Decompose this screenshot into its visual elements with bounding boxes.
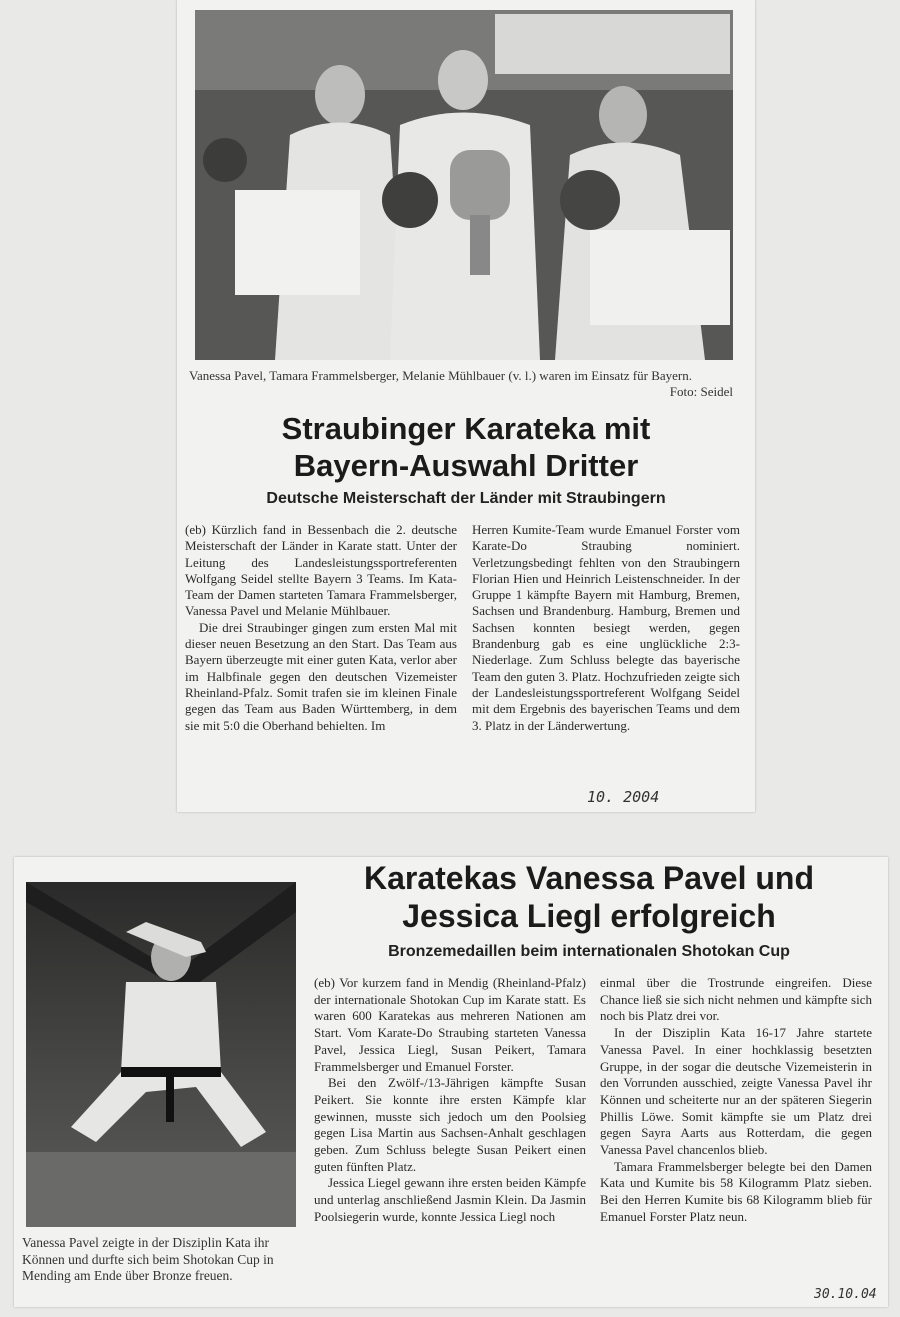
paragraph: Jessica Liegel gewann ihre ersten beiden Kämpfe und unterlag anschließend Jasmin Klein. Da Jasmin Poolsiegerin wurde, konnte Jessica Liegl noch (314, 1175, 586, 1224)
paragraph: (eb) Vor kurzem fand in Mendig (Rheinland-Pfalz) der internationale Shotokan Cup im Karate statt. Es waren 600 Karatekas aus mehreren Nationen am Start. Vom Karate-Do Straubing starteten Vanessa Pavel, Jessica Liegl, Susan Peikert, Tamara Frammelsberger und Emanuel Forster. (314, 975, 586, 1074)
photo-caption: Vanessa Pavel zeigte in der Disziplin Kata ihr Können und durfte sich beim Shotokan Cup in Mending am Ende über Bronze freuen. (22, 1235, 274, 1283)
paragraph: (eb) Kürzlich fand in Bessenbach die 2. deutsche Meisterschaft der Länder in Karate statt. Unter der Leitung des Landesleistungssportreferenten Wolfgang Seidel stellte Bayern 3 Teams. Im Kata-Team der Damen starteten Tamara Frammelsberger, Vanessa Pavel und Melanie Mühlbauer. (185, 522, 457, 619)
headline-line-1: Straubinger Karateka mit (281, 411, 651, 446)
paragraph: In der Disziplin Kata 16-17 Jahre startete Vanessa Pavel. In einer hochklassig besetzten Gruppe, in der sogar die deutsche Vizemeisterin in den Vorrunden ausschied, zeigte Vanessa Pavel ihr Können und scheiterte nur an der späteren Siegerin Phillis Löwe. Somit kämpfte sie um Platz drei gegen Sayra Aarts aus Rotterdam, die gegen Vanessa Pavel chancenlos blieb. (600, 1025, 872, 1158)
article-headline (177, 410, 755, 484)
paragraph: Tamara Frammelsberger belegte bei den Damen Kata und Kumite bis 58 Kilogramm Platz sieben. Bei den Herren Kumite bis 68 Kilogramm blieb für Emanuel Forster Platz neun. (600, 1158, 872, 1224)
headline-line-2: Jessica Liegl erfolgreich (402, 898, 776, 934)
headline-line-2: Bayern-Auswahl Dritter (293, 448, 639, 483)
article-column-2 (600, 975, 872, 1226)
article-headline (304, 859, 874, 935)
article-column-1 (185, 522, 457, 734)
paragraph: Die drei Straubinger gingen zum ersten Mal mit dieser neuen Besetzung an den Start. Das Team aus Bayern überzeugte mit einer guten Kata, verlor aber im Halbfinale gegen den deutschen Vizemeister Rheinland-Pfalz. Somit trafen sie im kleinen Finale gegen das Team aus Baden Württemberg, in dem sie mit 5:0 die Oberhand behielten. Im (185, 619, 457, 733)
team-photo-illustration (195, 10, 733, 360)
paragraph: Bei den Zwölf-/13-Jährigen kämpfte Susan Peikert. Sie konnte ihre ersten Kämpfe klar gewinnen, musste sich jedoch um den Poolsieg gegen Lisa Martin aus Sachsen-Anhalt geschlagen geben. Zum Schluss belegte Susan Peikert einen guten fünften Platz. (314, 1075, 586, 1174)
photo-caption: Vanessa Pavel, Tamara Frammelsberger, Melanie Mühlbauer (v. l.) waren im Einsatz für Bayern. (189, 368, 692, 383)
newspaper-clipping-1 (177, 0, 755, 812)
kata-photo-illustration (26, 882, 296, 1227)
paragraph: Herren Kumite-Team wurde Emanuel Forster vom Karate-Do Straubing nominiert. Verletzungsbedingt fehlten von den Straubingern Florian Hien und Heinrich Leistenschneider. In der Gruppe 1 kämpfte Bayern mit Hamburg, Bremen, Sachsen und Brandenburg. Hamburg, Bremen und Sachsen konnten besiegt werden, gegen Brandenburg gab es eine unglückliche 2:3-Niederlage. Zum Schluss belegte das bayerische Team den guten 3. Platz. Hochzufrieden zeigte sich der Landesleistungssportreferent Wolfgang Seidel mit dem Ergebnis des bayerischen Teams und dem 3. Platz in der Länderwertung. (472, 522, 740, 733)
newspaper-clipping-2 (14, 857, 888, 1307)
kata-photo (26, 882, 296, 1227)
headline-line-1: Karatekas Vanessa Pavel und (363, 860, 815, 896)
paragraph: einmal über die Trostrunde eingreifen. Diese Chance ließ sie sich nicht nehmen und kämpfte sich noch bis Platz drei vor. (600, 975, 872, 1024)
article-subheadline: Deutsche Meisterschaft der Länder mit Straubingern (266, 490, 666, 507)
photo-credit: Foto: Seidel (669, 384, 733, 399)
handwritten-date: 30.10.04 (814, 1287, 877, 1302)
article-subheadline: Bronzemedaillen beim internationalen Shotokan Cup (388, 943, 790, 960)
article-column-1 (314, 975, 586, 1226)
handwritten-date: 10. 2004 (587, 788, 660, 806)
team-photo (195, 10, 733, 360)
article-column-2 (472, 522, 740, 734)
